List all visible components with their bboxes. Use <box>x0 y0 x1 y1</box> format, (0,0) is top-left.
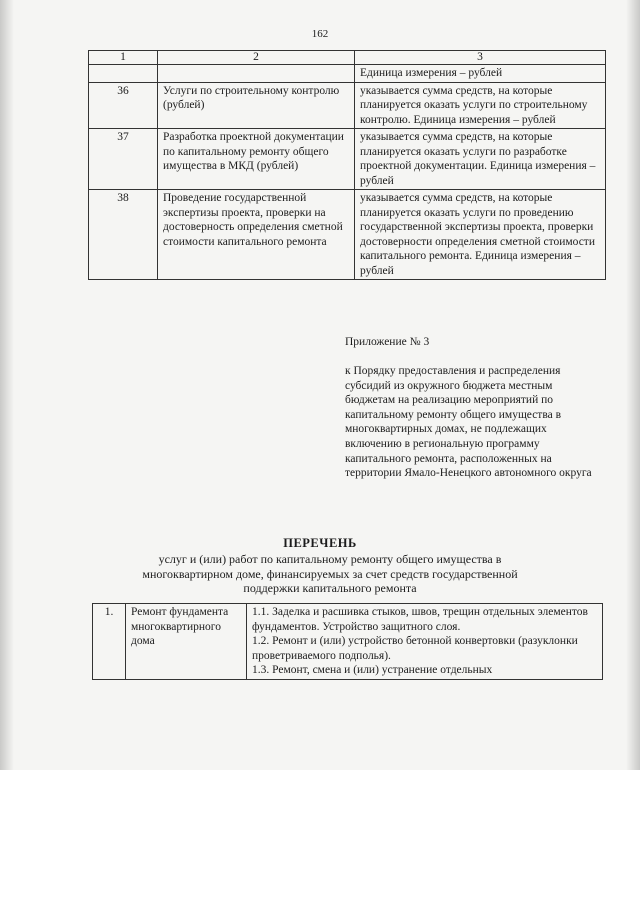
table-row <box>89 82 606 129</box>
row-description: указывается сумма средств, на которые планируется оказать услуги по проведению государственной экспертизы проекта, проверки достоверности определения сметной стоимости капитального ремонта. Единица измерения – рублей <box>355 190 606 280</box>
row-continuation: Единица измерения – рублей <box>355 65 606 83</box>
row-description: указывается сумма средств, на которые планируется оказать услуги по строительному контролю. Единица измерения – рублей <box>355 82 606 129</box>
table-row <box>93 604 603 680</box>
table-header-row <box>89 51 606 65</box>
row-number: 38 <box>89 190 158 280</box>
works-table <box>92 603 603 680</box>
row-description: указывается сумма средств, на которые планируется оказать услуги по разработке проектной документации. Единица измерения – рублей <box>355 129 606 190</box>
row-number: 37 <box>89 129 158 190</box>
header-col-1: 1 <box>89 51 158 65</box>
row-number: 1. <box>93 604 126 680</box>
header-col-3: 3 <box>355 51 606 65</box>
list-subtitle: услуг и (или) работ по капитальному ремонту общего имущества в многоквартирном доме, финансируемых за счет средств государственной поддержки капитального ремонта <box>142 552 518 596</box>
page-number: 162 <box>311 28 329 40</box>
table-row <box>89 190 606 280</box>
row-name: Проведение государственной экспертизы проекта, проверки на достоверность определения сметной стоимости капитального ремонта <box>158 190 355 280</box>
scan-shadow-left <box>0 0 14 770</box>
scan-shadow-right <box>626 0 640 770</box>
row-number: 36 <box>89 82 158 129</box>
row-name: Ремонт фундамента многоквартирного дома <box>126 604 247 680</box>
table-row <box>89 129 606 190</box>
row-name: Услуги по строительному контролю (рублей) <box>158 82 355 129</box>
list-title: ПЕРЕЧЕНЬ <box>283 536 357 550</box>
table-row <box>89 65 606 83</box>
row-items: 1.1. Заделка и расшивка стыков, швов, трещин отдельных элементов фундаментов. Устройство защитного слоя. 1.2. Ремонт и (или) устройство бетонной конвертовки (разуклонки проветриваемого подполья). 1.3. Ремонт, смена и (или) устранение отдельных <box>247 604 603 680</box>
row-name: Разработка проектной документации по капитальному ремонту общего имущества в МКД (рублей) <box>158 129 355 190</box>
indicators-table <box>88 50 606 280</box>
appendix-text: к Порядку предоставления и распределения субсидий из окружного бюджета местным бюджетам на реализацию мероприятий по капитальному ремонту общего имущества в многоквартирных домах, не подлежащих включению в региональную программу капитального ремонта, расположенных на территории Ямало-Ненецкого автономного округа <box>345 365 592 480</box>
header-col-2: 2 <box>158 51 355 65</box>
appendix-label: Приложение № 3 <box>345 336 430 348</box>
